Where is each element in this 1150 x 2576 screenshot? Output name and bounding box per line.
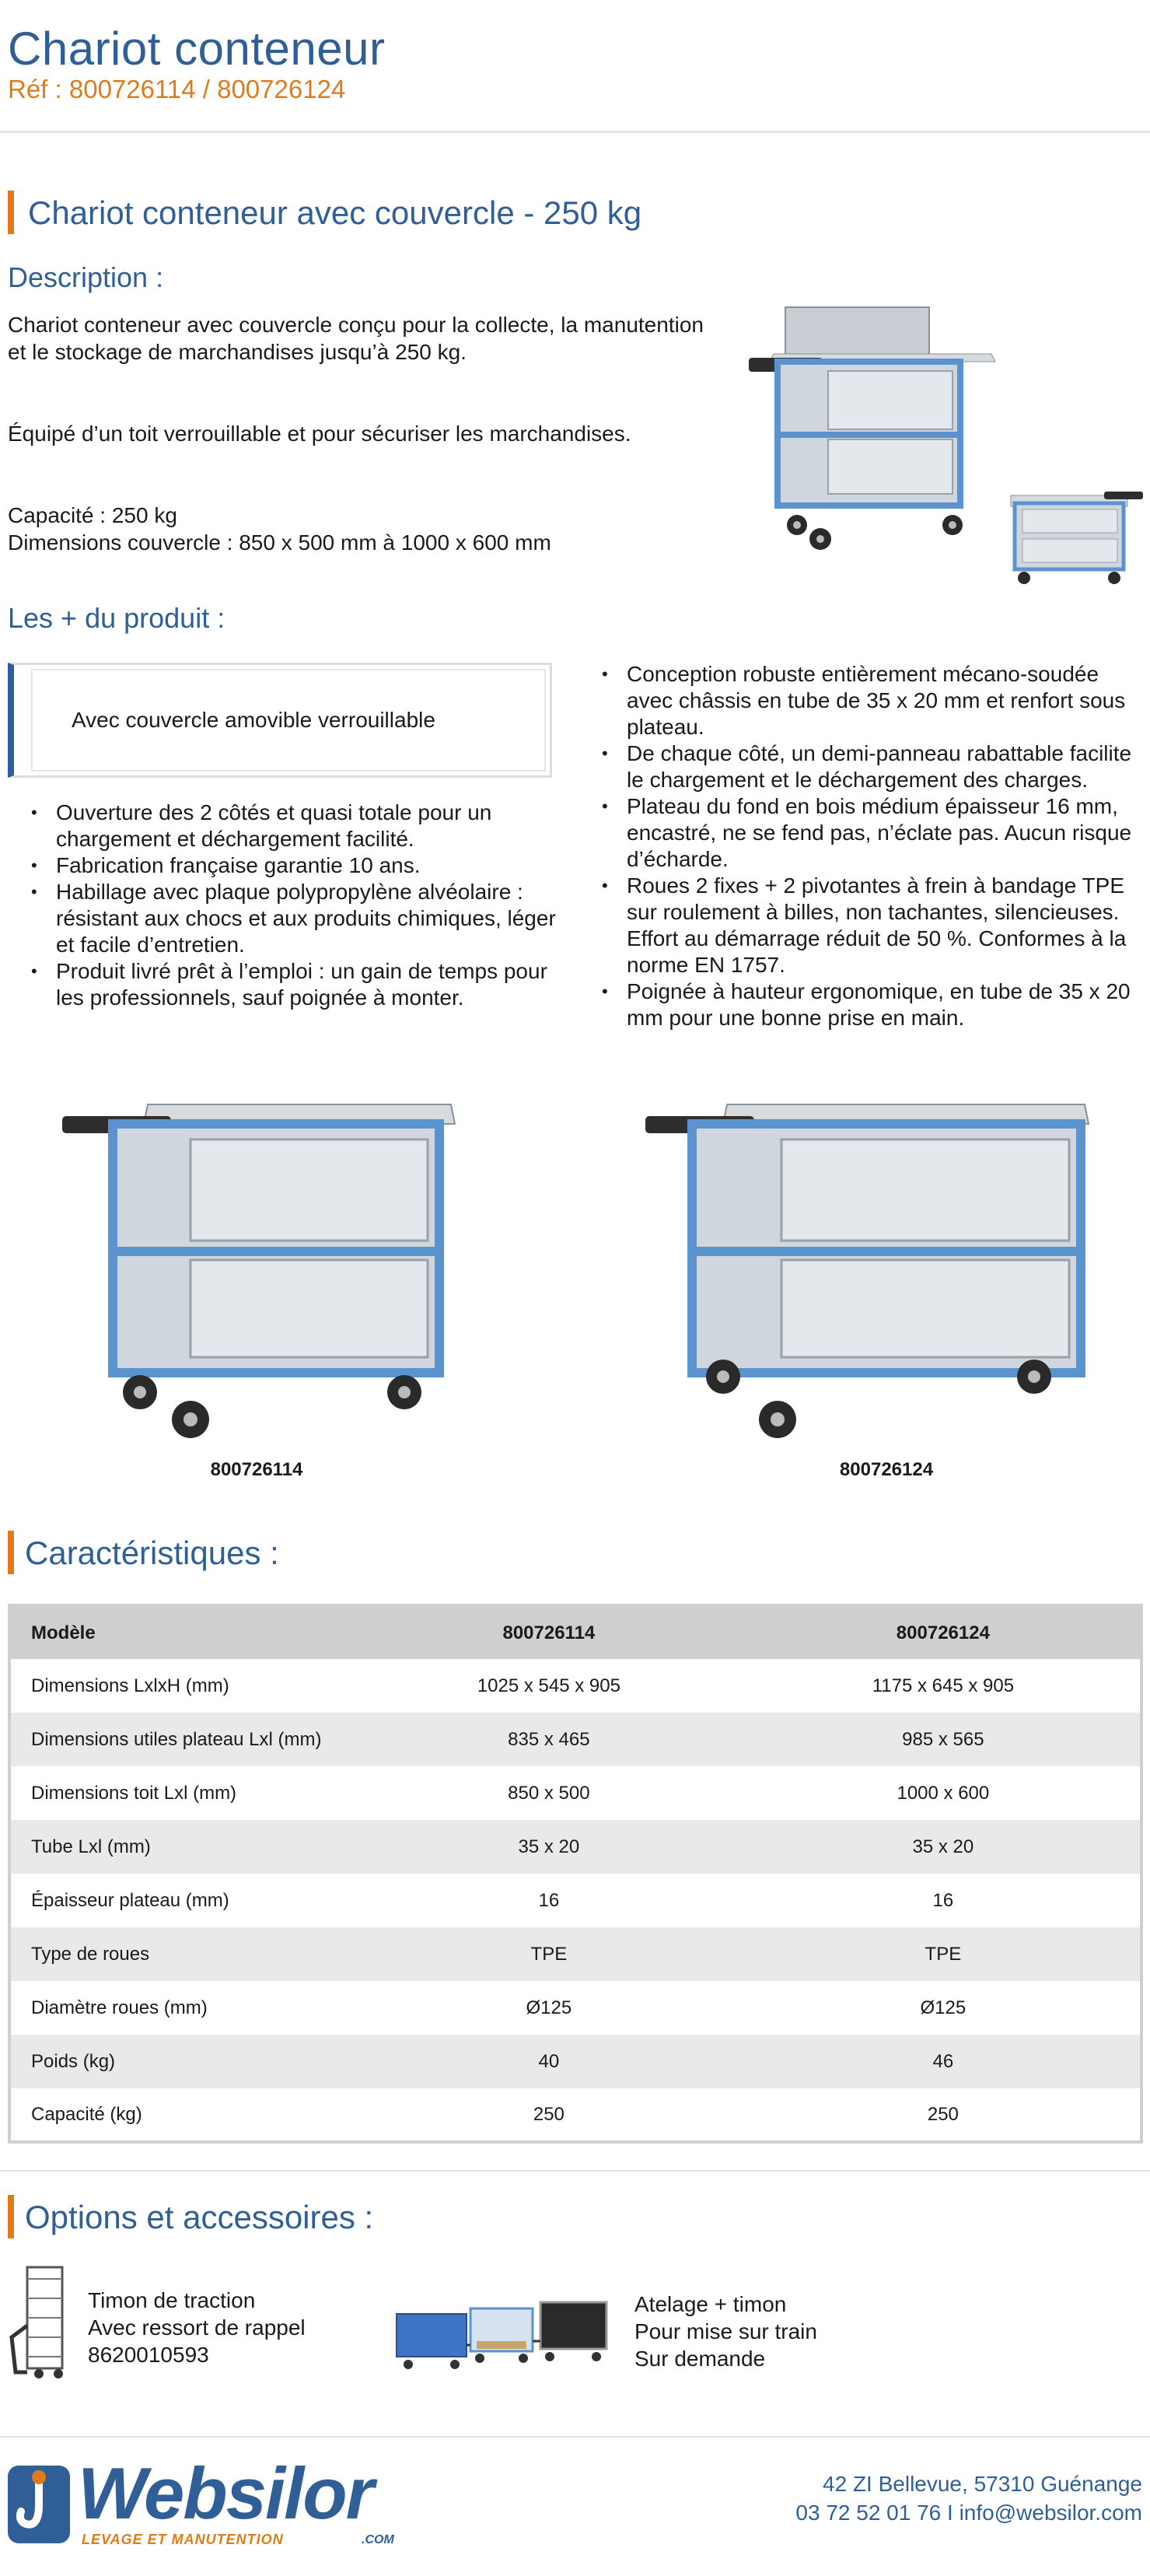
table-cell: Tube Lxl (mm)	[9, 1820, 351, 1874]
table-row	[9, 2088, 1141, 2142]
highlight-box	[8, 663, 552, 778]
table-row	[9, 1766, 1141, 1820]
table-cell: Diamètre roues (mm)	[9, 1981, 351, 2035]
table-cell: TPE	[351, 1927, 746, 1981]
section-accent-bar	[8, 2195, 14, 2238]
divider	[0, 2436, 1150, 2438]
list-item: • Fabrication française garantie 10 ans.	[25, 852, 569, 879]
footer-contact[interactable]: 03 72 52 01 76 I info@websilor.com	[795, 2501, 1142, 2525]
product-reference: Réf : 800726114 / 800726124	[8, 75, 346, 103]
option-line: Sur demande	[634, 2347, 766, 2371]
product-hero-image	[743, 299, 1147, 595]
image-caption: 800726124	[839, 1459, 934, 1480]
specs-section-title: Caractéristiques :	[25, 1535, 279, 1571]
description-line: Équipé d’un toit verrouillable et pour sécuriser les marchandises.	[8, 422, 631, 446]
options-section-title: Options et accessoires :	[25, 2199, 374, 2235]
description-line: et le stockage de marchandises jusqu’à 250 kg.	[8, 340, 467, 364]
table-cell: Ø125	[746, 1981, 1141, 2035]
coupling-train-image	[393, 2287, 614, 2376]
description-line: Capacité : 250 kg	[8, 503, 177, 527]
websilor-logo	[4, 2452, 424, 2555]
table-cell: TPE	[746, 1927, 1141, 1981]
table-row	[9, 1820, 1141, 1874]
table-header-cell: Modèle	[9, 1605, 351, 1659]
list-item: • Ouverture des 2 côtés et quasi totale pour un chargement et déchargement facilité.	[25, 800, 569, 852]
product-image-800726114	[54, 1093, 459, 1451]
table-cell: 250	[746, 2088, 1141, 2142]
product-image-800726124	[641, 1093, 1092, 1451]
divider	[0, 131, 1150, 133]
table-header-row	[9, 1605, 1141, 1659]
table-cell: 40	[351, 2035, 746, 2088]
list-item: • De chaque côté, un demi-panneau rabattable facilite le chargement et le déchargement des charges.	[596, 740, 1144, 793]
option-line: Avec ressort de rappel	[88, 2315, 306, 2340]
option-line: 8620010593	[88, 2343, 209, 2367]
table-cell: 16	[746, 1874, 1141, 1927]
table-cell: 250	[351, 2088, 746, 2142]
list-item: • Produit livré prêt à l’emploi : un gain de temps pour les professionnels, sauf poignée à monter.	[25, 958, 569, 1011]
divider	[0, 2170, 1150, 2172]
table-cell: 1000 x 600	[746, 1766, 1141, 1820]
highlight-text: Avec couvercle amovible verrouillable	[31, 669, 546, 772]
table-cell: Ø125	[351, 1981, 746, 2035]
table-cell: 16	[351, 1874, 746, 1927]
table-row	[9, 1659, 1141, 1713]
footer-address: 42 ZI Bellevue, 57310 Guénange	[823, 2472, 1142, 2496]
image-caption: 800726114	[210, 1459, 303, 1480]
table-cell: 35 x 20	[746, 1820, 1141, 1874]
advantages-list-right	[596, 661, 1144, 1031]
description-heading: Description :	[8, 261, 164, 293]
product-section-title: Chariot conteneur avec couvercle - 250 kg	[28, 194, 642, 231]
table-cell: Dimensions toit Lxl (mm)	[9, 1766, 351, 1820]
list-item: • Roues 2 fixes + 2 pivotantes à frein à bandage TPE sur roulement à billes, non tachantes, silencieuses. Effort au démarrage réduit de 50 %. Conformes à la norme EN 1757.	[596, 873, 1144, 978]
table-cell: Épaisseur plateau (mm)	[9, 1874, 351, 1927]
list-item: • Plateau du fond en bois médium épaisseur 16 mm, encastré, ne se fend pas, n’éclate pas. Aucun risque d’écharde.	[596, 793, 1144, 873]
table-cell: 46	[746, 2035, 1141, 2088]
tow-bar-image	[8, 2263, 70, 2380]
advantages-heading: Les + du produit :	[8, 602, 225, 634]
table-row	[9, 1713, 1141, 1766]
option-line: Pour mise sur train	[634, 2319, 817, 2343]
table-cell: Dimensions LxlxH (mm)	[9, 1659, 351, 1713]
specs-table	[8, 1604, 1143, 2144]
table-cell: 1025 x 545 x 905	[351, 1659, 746, 1713]
table-cell: Dimensions utiles plateau Lxl (mm)	[9, 1713, 351, 1766]
table-row	[9, 1874, 1141, 1927]
option-line: Atelage + timon	[634, 2292, 787, 2316]
description-line: Chariot conteneur avec couvercle conçu pour la collecte, la manutention	[8, 313, 704, 337]
table-header-cell: 800726124	[746, 1605, 1141, 1659]
section-accent-bar	[8, 1531, 14, 1574]
table-cell: Type de roues	[9, 1927, 351, 1981]
table-cell: Poids (kg)	[9, 2035, 351, 2088]
hook-icon	[4, 2462, 74, 2547]
table-row	[9, 1927, 1141, 1981]
table-cell: 1175 x 645 x 905	[746, 1659, 1141, 1713]
logo-tagline: LEVAGE ET MANUTENTION	[82, 2532, 284, 2547]
advantages-list-left	[25, 800, 569, 1011]
section-accent-bar	[8, 191, 14, 234]
table-header-cell: 800726114	[351, 1605, 746, 1659]
table-cell: Capacité (kg)	[9, 2088, 351, 2142]
page-title: Chariot conteneur	[8, 23, 386, 75]
option-line: Timon de traction	[88, 2288, 256, 2312]
logo-text: Websilor	[78, 2452, 373, 2534]
logo-domain: .COM	[362, 2533, 394, 2546]
table-cell: 835 x 465	[351, 1713, 746, 1766]
table-row	[9, 1981, 1141, 2035]
table-cell: 35 x 20	[351, 1820, 746, 1874]
table-cell: 850 x 500	[351, 1766, 746, 1820]
list-item: • Conception robuste entièrement mécano-soudée avec châssis en tube de 35 x 20 mm et renfort sous plateau.	[596, 661, 1144, 740]
table-row	[9, 2035, 1141, 2088]
list-item: • Habillage avec plaque polypropylène alvéolaire : résistant aux chocs et aux produits chimiques, léger et facile d’entretien.	[25, 879, 569, 958]
table-cell: 985 x 565	[746, 1713, 1141, 1766]
list-item: • Poignée à hauteur ergonomique, en tube de 35 x 20 mm pour une bonne prise en main.	[596, 978, 1144, 1031]
description-line: Dimensions couvercle : 850 x 500 mm à 1000 x 600 mm	[8, 530, 551, 555]
